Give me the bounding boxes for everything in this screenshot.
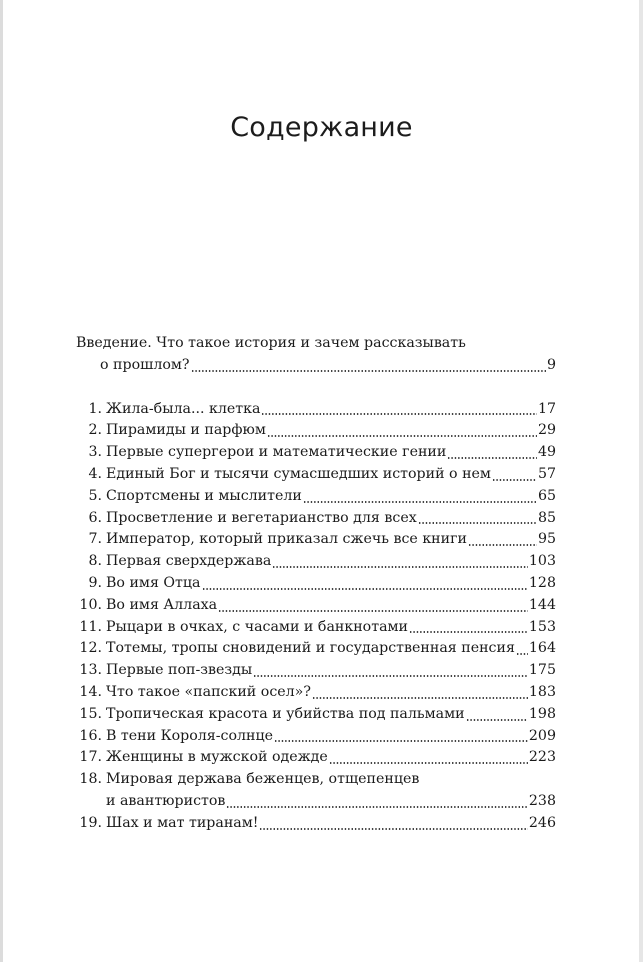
- chapter-title-line2: и авантюристов: [106, 792, 226, 809]
- toc-entry-chapter: [76, 508, 556, 530]
- chapter-page-number: 95: [537, 531, 556, 548]
- chapter-page-number: 246: [528, 814, 556, 831]
- toc-entry-chapter: [76, 573, 556, 595]
- chapter-number: 3.: [88, 444, 102, 461]
- chapter-page-number: 198: [528, 705, 556, 722]
- chapter-number: 16.: [79, 727, 102, 744]
- chapter-number: 17.: [79, 749, 102, 766]
- chapter-title: Тотемы, тропы сновидений и государственная пенсия: [106, 640, 515, 657]
- chapter-list: [76, 399, 556, 770]
- toc-entry-18: [76, 769, 556, 813]
- toc-entry-chapter: [76, 638, 556, 660]
- chapter-title: Пирамиды и парфюм: [106, 422, 266, 439]
- chapter-page-number: 223: [528, 749, 556, 766]
- toc-entry-chapter: [76, 595, 556, 617]
- chapter-page-number: 209: [528, 727, 556, 744]
- chapter-number: 14.: [79, 683, 102, 700]
- chapter-page-number: 153: [528, 618, 556, 635]
- leader-dots: [466, 719, 528, 721]
- chapter-title: Женщины в мужской одежде: [106, 749, 328, 766]
- chapter-number: 19.: [79, 814, 102, 831]
- chapter-title-line1: Мировая держава беженцев, отщепенцев: [106, 771, 420, 788]
- chapter-page-number: 128: [528, 574, 556, 591]
- chapter-title: Во имя Аллаха: [106, 596, 218, 613]
- page-title: Содержание: [230, 112, 413, 143]
- toc-entry-chapter: [76, 486, 556, 508]
- table-of-contents: [76, 333, 556, 835]
- toc-entry-chapter: [76, 660, 556, 682]
- chapter-title: Рыцари в очках, с часами и банкнотами: [106, 618, 409, 635]
- chapter-19-row: [76, 813, 556, 835]
- chapter-number: 12.: [79, 640, 102, 657]
- chapter-page-number: 164: [528, 640, 556, 657]
- leader-dots: [261, 413, 536, 415]
- toc-entry-chapter: [76, 704, 556, 726]
- chapter-18-row1: [76, 769, 556, 791]
- leader-dots: [468, 544, 537, 546]
- leader-dots: [303, 501, 537, 503]
- leader-dots: [202, 588, 528, 590]
- chapter-title: Первые поп-звезды: [106, 662, 253, 679]
- chapter-number: 13.: [79, 662, 102, 679]
- chapter-number: 18.: [79, 771, 102, 788]
- intro-title-line2: о прошлом?: [100, 356, 190, 373]
- toc-entry-chapter: [76, 399, 556, 421]
- chapter-title: Шах и мат тиранам!: [106, 814, 259, 831]
- chapter-number: 4.: [88, 465, 102, 482]
- leader-dots: [492, 479, 537, 481]
- leader-dots: [409, 631, 528, 633]
- chapter-number: 1.: [88, 400, 102, 417]
- toc-entry-chapter: [76, 617, 556, 639]
- chapter-title: Что такое «папский осел»?: [106, 683, 311, 700]
- chapter-number: 7.: [88, 531, 102, 548]
- intro-row: [76, 355, 556, 377]
- chapter-number: 11.: [79, 618, 102, 635]
- leader-dots: [447, 457, 537, 459]
- toc-entry-chapter: [76, 747, 556, 769]
- chapter-page-number: 183: [528, 683, 556, 700]
- chapter-page-number: 57: [537, 465, 556, 482]
- toc-entry-19: [76, 813, 556, 835]
- chapter-page-number: 29: [537, 422, 556, 439]
- chapter-page-number: 49: [537, 444, 556, 461]
- leader-dots: [191, 370, 546, 372]
- intro-page-number: 9: [546, 356, 556, 373]
- chapter-title: Единый Бог и тысячи сумасшедших историй о нем: [106, 465, 491, 482]
- leader-dots: [272, 566, 528, 568]
- chapter-title: В тени Короля-солнце: [106, 727, 273, 744]
- chapter-18-row2: [76, 791, 556, 813]
- chapter-page-number: 238: [528, 792, 556, 809]
- toc-entry-chapter: [76, 682, 556, 704]
- toc-entry-chapter: [76, 726, 556, 748]
- chapter-title: Просветление и вегетарианство для всех: [106, 509, 417, 526]
- toc-entry-chapter: [76, 529, 556, 551]
- chapter-number: 9.: [88, 574, 102, 591]
- toc-entry-intro: [76, 333, 556, 377]
- page-edge-left: [0, 0, 3, 962]
- chapter-title: Тропическая красота и убийства под пальмами: [106, 705, 465, 722]
- toc-entry-chapter: [76, 420, 556, 442]
- leader-dots: [274, 740, 528, 742]
- chapter-number: 2.: [88, 422, 102, 439]
- chapter-title: Первая сверхдержава: [106, 553, 272, 570]
- toc-entry-chapter: [76, 442, 556, 464]
- chapter-number: 15.: [79, 705, 102, 722]
- toc-entry-chapter: [76, 464, 556, 486]
- leader-dots: [253, 675, 528, 677]
- intro-title-line1: Введение. Что такое история и зачем рассказывать: [76, 335, 466, 351]
- chapter-number: 6.: [88, 509, 102, 526]
- chapter-page-number: 144: [528, 596, 556, 613]
- chapter-title: Спортсмены и мыслители: [106, 487, 302, 504]
- page-edge-right: [639, 0, 643, 962]
- leader-dots: [516, 653, 528, 655]
- chapter-number: 8.: [88, 553, 102, 570]
- chapter-page-number: 103: [528, 553, 556, 570]
- leader-dots: [226, 806, 528, 808]
- chapter-title: Первые супергерои и математические гении: [106, 444, 447, 461]
- chapter-page-number: 65: [537, 487, 556, 504]
- chapter-title: Жила-была... клетка: [106, 400, 261, 417]
- chapter-page-number: 175: [528, 662, 556, 679]
- leader-dots: [312, 697, 528, 699]
- leader-dots: [218, 610, 528, 612]
- toc-entry-chapter: [76, 551, 556, 573]
- leader-dots: [259, 828, 527, 830]
- chapter-title: Во имя Отца: [106, 574, 201, 591]
- leader-dots: [267, 435, 537, 437]
- section-gap: [76, 377, 556, 399]
- chapter-number: 5.: [88, 487, 102, 504]
- chapter-title: Император, который приказал сжечь все книги: [106, 531, 467, 548]
- chapter-page-number: 85: [537, 509, 556, 526]
- leader-dots: [418, 522, 537, 524]
- leader-dots: [329, 762, 528, 764]
- chapter-number: 10.: [79, 596, 102, 613]
- chapter-page-number: 17: [537, 400, 556, 417]
